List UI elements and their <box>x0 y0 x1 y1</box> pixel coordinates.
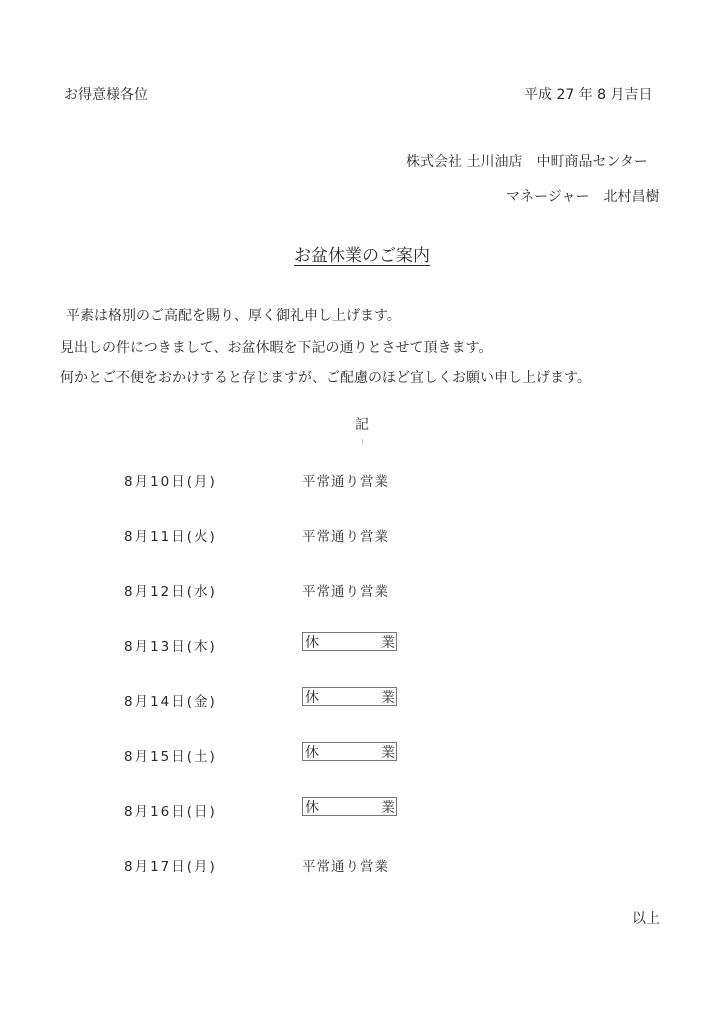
ki-heading: 記 <box>355 417 369 433</box>
closed-char-1: 休 <box>305 799 319 816</box>
schedule-date: 8月13日(木) <box>124 639 217 655</box>
closing-mark: 以上 <box>632 911 660 927</box>
schedule-date: 8月15日(土) <box>124 749 217 765</box>
scan-mark <box>362 439 363 444</box>
sender-company: 株式会社 土川油店 中町商品センター <box>406 154 648 170</box>
schedule-status: 平常通り営業 <box>302 859 389 875</box>
schedule-date: 8月10日(月) <box>124 474 217 490</box>
schedule-status: 平常通り営業 <box>302 584 389 600</box>
schedule-date: 8月12日(水) <box>124 584 217 600</box>
closed-char-2: 業 <box>381 744 395 761</box>
body-line-1: 平素は格別のご高配を賜り、厚く御礼申し上げます。 <box>66 308 401 324</box>
closed-status-box <box>302 797 397 816</box>
letter-date: 平成 27 年 8 月吉日 <box>524 87 653 103</box>
closed-char-2: 業 <box>381 689 395 706</box>
closed-char-1: 休 <box>305 689 319 706</box>
schedule-date: 8月16日(日) <box>124 804 217 820</box>
sender-manager: マネージャー 北村昌樹 <box>506 189 660 205</box>
body-line-2: 見出しの件につきまして、お盆休暇を下記の通りとさせて頂きます。 <box>60 340 493 356</box>
schedule-date: 8月11日(火) <box>124 529 217 545</box>
closed-status-box <box>302 742 397 761</box>
title-text: お盆休業のご案内 <box>294 246 430 266</box>
schedule-status: 平常通り営業 <box>302 529 389 545</box>
recipient: お得意様各位 <box>64 87 148 103</box>
page-title <box>0 241 724 266</box>
closed-char-1: 休 <box>305 744 319 761</box>
body-line-3: 何かとご不便をおかけすると存じますが、ご配慮のほど宜しくお願い申し上げます。 <box>60 370 591 386</box>
closed-char-1: 休 <box>305 634 319 651</box>
closed-status-box <box>302 632 397 651</box>
closed-status-box <box>302 687 397 706</box>
schedule-date: 8月14日(金) <box>124 694 217 710</box>
schedule-date: 8月17日(月) <box>124 859 217 875</box>
closed-char-2: 業 <box>381 799 395 816</box>
schedule-status: 平常通り営業 <box>302 474 389 490</box>
closed-char-2: 業 <box>381 634 395 651</box>
